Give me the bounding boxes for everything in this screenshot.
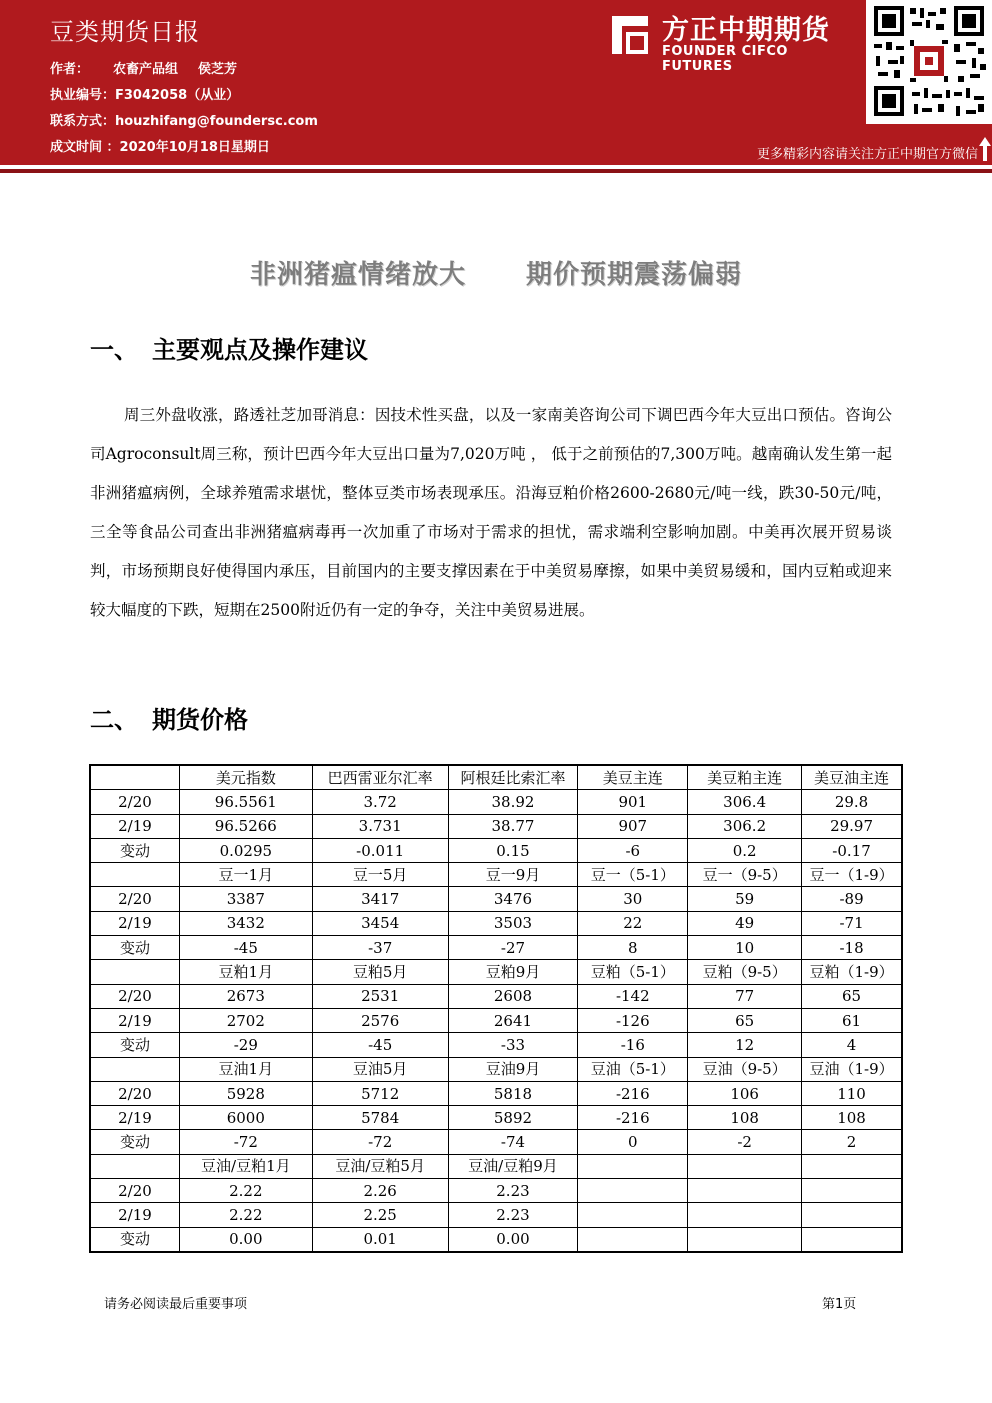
section-title: 主要观点及操作建议 bbox=[152, 336, 368, 364]
table-cell: 阿根廷比索汇率 bbox=[448, 766, 578, 790]
company-logo bbox=[600, 6, 860, 74]
table-cell: -16 bbox=[578, 1033, 688, 1057]
table-cell: 8 bbox=[578, 936, 688, 960]
table-cell: -216 bbox=[578, 1106, 688, 1130]
table-cell bbox=[91, 1154, 180, 1178]
table-cell: 2641 bbox=[448, 1008, 578, 1032]
table-cell: 豆油9月 bbox=[448, 1057, 578, 1081]
table-cell: -74 bbox=[448, 1130, 578, 1154]
contact-email[interactable]: 联系方式：houzhifang@foundersc.com bbox=[50, 114, 318, 129]
table-cell bbox=[91, 960, 180, 984]
table-cell: 3.72 bbox=[312, 790, 448, 814]
table-cell: -29 bbox=[179, 1033, 312, 1057]
table-cell: 豆油/豆粕5月 bbox=[312, 1154, 448, 1178]
section-heading-1 bbox=[90, 330, 368, 365]
founder-logo-icon bbox=[604, 10, 654, 60]
table-cell: 2.25 bbox=[312, 1203, 448, 1227]
table-cell: 10 bbox=[688, 936, 802, 960]
table-cell: 豆一（1-9） bbox=[802, 863, 902, 887]
table-cell: 豆油1月 bbox=[179, 1057, 312, 1081]
table-row bbox=[91, 1008, 902, 1032]
table-cell: 5784 bbox=[312, 1106, 448, 1130]
table-cell: 29.97 bbox=[802, 814, 902, 838]
table-cell: 2.22 bbox=[179, 1203, 312, 1227]
table-cell: -72 bbox=[312, 1130, 448, 1154]
logo-text-en: FOUNDER CIFCO FUTURES bbox=[662, 44, 788, 74]
table-cell: 2673 bbox=[179, 984, 312, 1008]
table-cell: -0.17 bbox=[802, 838, 902, 862]
table-cell: 4 bbox=[802, 1033, 902, 1057]
table-cell: 3.731 bbox=[312, 814, 448, 838]
table-cell: -6 bbox=[578, 838, 688, 862]
table-row bbox=[91, 936, 902, 960]
table-row bbox=[91, 790, 902, 814]
table-cell: 38.92 bbox=[448, 790, 578, 814]
table-cell: 豆一1月 bbox=[179, 863, 312, 887]
header-divider bbox=[0, 169, 992, 173]
table-row bbox=[91, 1081, 902, 1105]
table-cell: 306.2 bbox=[688, 814, 802, 838]
table-cell: 5712 bbox=[312, 1081, 448, 1105]
table-cell bbox=[802, 1154, 902, 1178]
table-cell: 108 bbox=[688, 1106, 802, 1130]
table-row bbox=[91, 911, 902, 935]
table-cell bbox=[91, 863, 180, 887]
table-row bbox=[91, 1130, 902, 1154]
table-cell: 2608 bbox=[448, 984, 578, 1008]
futures-price-table bbox=[90, 765, 902, 1252]
table-cell: -37 bbox=[312, 936, 448, 960]
table-cell: 豆粕（1-9） bbox=[802, 960, 902, 984]
table-cell: 3503 bbox=[448, 911, 578, 935]
analysis-paragraph: 周三外盘收涨，路透社芝加哥消息：因技术性买盘，以及一家南美咨询公司下调巴西今年大豆出口预估。咨询公司Agroconsult周三称，预计巴西今年大豆出口量为7,020万吨 ， 低于之前预估的7,300万吨。越南确认发生第一起非洲猪瘟病例，全球养殖需求堪忧，整体豆类市场表现承压。沿海豆粕价格2600-2680元/吨一线，跌30-50元/吨，三全等食品公司查出非洲猪瘟病毒再一次加重了市场对于需求的担忧，需求端利空影响加剧。中美再次展开贸易谈判，市场预期良好使得国内承压，目前国内的主要支撑因素在于中美贸易摩擦，如果中美贸易缓和，国内豆粕或迎来较大幅度的下跌，短期在2500附近仍有一定的争夺，关注中美贸易进展。 bbox=[90, 406, 892, 619]
table-cell: 美豆主连 bbox=[578, 766, 688, 790]
table-row bbox=[91, 1106, 902, 1130]
table-cell: 变动 bbox=[91, 936, 180, 960]
section-number: 二、 bbox=[90, 706, 138, 734]
license-number: 执业编号：F3042058（从业） bbox=[50, 88, 240, 103]
table-cell bbox=[688, 1154, 802, 1178]
author-line bbox=[50, 58, 237, 77]
table-cell: -89 bbox=[802, 887, 902, 911]
arrow-up-icon bbox=[978, 136, 992, 162]
table-cell: 2576 bbox=[312, 1008, 448, 1032]
table-cell: 65 bbox=[688, 1008, 802, 1032]
table-cell: 2 bbox=[802, 1130, 902, 1154]
table-cell: 65 bbox=[802, 984, 902, 1008]
section-number: 一、 bbox=[90, 336, 138, 364]
table-cell: 3476 bbox=[448, 887, 578, 911]
table-cell: 61 bbox=[802, 1008, 902, 1032]
table-cell: 豆油/豆粕9月 bbox=[448, 1154, 578, 1178]
table-row bbox=[91, 1203, 902, 1227]
report-name: 豆类期货日报 bbox=[50, 18, 200, 46]
table-cell: 2/20 bbox=[91, 1179, 180, 1203]
table-cell: 77 bbox=[688, 984, 802, 1008]
table-cell: 2/19 bbox=[91, 1008, 180, 1032]
table-row bbox=[91, 863, 902, 887]
footer-disclaimer-note: 请务必阅读最后重要事项 bbox=[104, 1297, 248, 1312]
table-cell: 5928 bbox=[179, 1081, 312, 1105]
table-cell: 106 bbox=[688, 1081, 802, 1105]
table-cell: 美豆粕主连 bbox=[688, 766, 802, 790]
wechat-qr-code bbox=[866, 0, 992, 124]
table-cell: 0.00 bbox=[179, 1227, 312, 1251]
table-cell: 变动 bbox=[91, 1033, 180, 1057]
table-cell: 2/20 bbox=[91, 1081, 180, 1105]
table-cell: 3417 bbox=[312, 887, 448, 911]
table-cell: 901 bbox=[578, 790, 688, 814]
table-cell: -142 bbox=[578, 984, 688, 1008]
follow-wechat-text: 更多精彩内容请关注方正中期官方微信 bbox=[756, 147, 978, 162]
table-cell: 0 bbox=[578, 1130, 688, 1154]
table-cell: -72 bbox=[179, 1130, 312, 1154]
table-cell: -18 bbox=[802, 936, 902, 960]
table-cell: 变动 bbox=[91, 1227, 180, 1251]
table-cell bbox=[578, 1154, 688, 1178]
table-row bbox=[91, 887, 902, 911]
table-cell: -45 bbox=[179, 936, 312, 960]
table-cell: 96.5266 bbox=[179, 814, 312, 838]
table-cell bbox=[578, 1179, 688, 1203]
table-cell: 38.77 bbox=[448, 814, 578, 838]
table-cell: 2/20 bbox=[91, 790, 180, 814]
table-cell: -2 bbox=[688, 1130, 802, 1154]
table-cell bbox=[578, 1227, 688, 1251]
table-cell: 49 bbox=[688, 911, 802, 935]
table-cell bbox=[91, 1057, 180, 1081]
table-cell: 豆油（1-9） bbox=[802, 1057, 902, 1081]
table-cell: 变动 bbox=[91, 1130, 180, 1154]
page-number: 第1页 bbox=[822, 1297, 857, 1312]
table-cell: -216 bbox=[578, 1081, 688, 1105]
table-cell: 907 bbox=[578, 814, 688, 838]
author-group: 农畜产品组 bbox=[113, 62, 179, 77]
table-row bbox=[91, 1033, 902, 1057]
title-part-2: 期价预期震荡偏弱 bbox=[526, 260, 743, 290]
table-cell: 3432 bbox=[179, 911, 312, 935]
table-cell: 22 bbox=[578, 911, 688, 935]
table-cell: 3454 bbox=[312, 911, 448, 935]
table-cell: 0.00 bbox=[448, 1227, 578, 1251]
table-cell: 豆粕1月 bbox=[179, 960, 312, 984]
table-cell: 2702 bbox=[179, 1008, 312, 1032]
table-cell: 豆一（9-5） bbox=[688, 863, 802, 887]
table-cell: 306.4 bbox=[688, 790, 802, 814]
table-cell: 5818 bbox=[448, 1081, 578, 1105]
table-cell: 豆油5月 bbox=[312, 1057, 448, 1081]
table-cell: -0.011 bbox=[312, 838, 448, 862]
table-cell: 2/19 bbox=[91, 814, 180, 838]
table-cell: 豆一5月 bbox=[312, 863, 448, 887]
author-name: 侯芝芳 bbox=[198, 62, 238, 77]
table-cell: 豆粕9月 bbox=[448, 960, 578, 984]
table-cell bbox=[802, 1179, 902, 1203]
table-cell: 12 bbox=[688, 1033, 802, 1057]
table-cell: -71 bbox=[802, 911, 902, 935]
table-cell: 59 bbox=[688, 887, 802, 911]
table-cell: 豆粕5月 bbox=[312, 960, 448, 984]
section-title: 期货价格 bbox=[152, 706, 248, 734]
table-cell: 豆油（9-5） bbox=[688, 1057, 802, 1081]
table-row bbox=[91, 1227, 902, 1251]
table-cell: 豆油（5-1） bbox=[578, 1057, 688, 1081]
table-cell: 2.23 bbox=[448, 1203, 578, 1227]
table-row bbox=[91, 766, 902, 790]
table-cell: 巴西雷亚尔汇率 bbox=[312, 766, 448, 790]
table-cell bbox=[578, 1203, 688, 1227]
table-cell: 108 bbox=[802, 1106, 902, 1130]
table-cell: 0.15 bbox=[448, 838, 578, 862]
table-cell: -33 bbox=[448, 1033, 578, 1057]
table-cell: -27 bbox=[448, 936, 578, 960]
report-date: 成文时间 ：2020年10月18日星期日 bbox=[50, 140, 270, 155]
table-cell: 2/19 bbox=[91, 1203, 180, 1227]
table-cell: 2531 bbox=[312, 984, 448, 1008]
table-cell: 0.01 bbox=[312, 1227, 448, 1251]
table-cell: 2.23 bbox=[448, 1179, 578, 1203]
table-row bbox=[91, 960, 902, 984]
table-cell: 0.2 bbox=[688, 838, 802, 862]
author-label: 作者： bbox=[50, 62, 90, 77]
table-cell: 豆一9月 bbox=[448, 863, 578, 887]
table-cell: 6000 bbox=[179, 1106, 312, 1130]
logo-text-cn: 方正中期期货 bbox=[662, 15, 830, 46]
table-cell: 豆粕（5-1） bbox=[578, 960, 688, 984]
table-cell bbox=[91, 766, 180, 790]
table-cell: 2/19 bbox=[91, 1106, 180, 1130]
qr-code-icon bbox=[866, 0, 992, 124]
table-cell: 2.26 bbox=[312, 1179, 448, 1203]
table-cell: 5892 bbox=[448, 1106, 578, 1130]
table-cell: 96.5561 bbox=[179, 790, 312, 814]
table-cell: 2/19 bbox=[91, 911, 180, 935]
table-cell: 豆粕（9-5） bbox=[688, 960, 802, 984]
table-cell bbox=[688, 1227, 802, 1251]
table-cell: 美元指数 bbox=[179, 766, 312, 790]
section-heading-2 bbox=[90, 700, 248, 735]
table-cell: 美豆油主连 bbox=[802, 766, 902, 790]
report-header bbox=[0, 0, 992, 165]
table-cell: 29.8 bbox=[802, 790, 902, 814]
table-cell bbox=[802, 1203, 902, 1227]
table-cell: 豆一（5-1） bbox=[578, 863, 688, 887]
table-cell: 3387 bbox=[179, 887, 312, 911]
table-row bbox=[91, 838, 902, 862]
table-row bbox=[91, 1154, 902, 1178]
report-title bbox=[0, 254, 992, 291]
table-cell: 110 bbox=[802, 1081, 902, 1105]
table-cell: 豆油/豆粕1月 bbox=[179, 1154, 312, 1178]
table-cell: 2/20 bbox=[91, 984, 180, 1008]
table-cell bbox=[802, 1227, 902, 1251]
table-cell: 2/20 bbox=[91, 887, 180, 911]
table-cell: 变动 bbox=[91, 838, 180, 862]
table-row bbox=[91, 984, 902, 1008]
table-row bbox=[91, 1057, 902, 1081]
table-row bbox=[91, 1179, 902, 1203]
table-cell bbox=[688, 1179, 802, 1203]
table-row bbox=[91, 814, 902, 838]
table-cell: -126 bbox=[578, 1008, 688, 1032]
table-cell bbox=[688, 1203, 802, 1227]
table-cell: 2.22 bbox=[179, 1179, 312, 1203]
table-cell: 30 bbox=[578, 887, 688, 911]
table-cell: 0.0295 bbox=[179, 838, 312, 862]
title-part-1: 非洲猪瘟情绪放大 bbox=[249, 260, 466, 290]
table-cell: -45 bbox=[312, 1033, 448, 1057]
